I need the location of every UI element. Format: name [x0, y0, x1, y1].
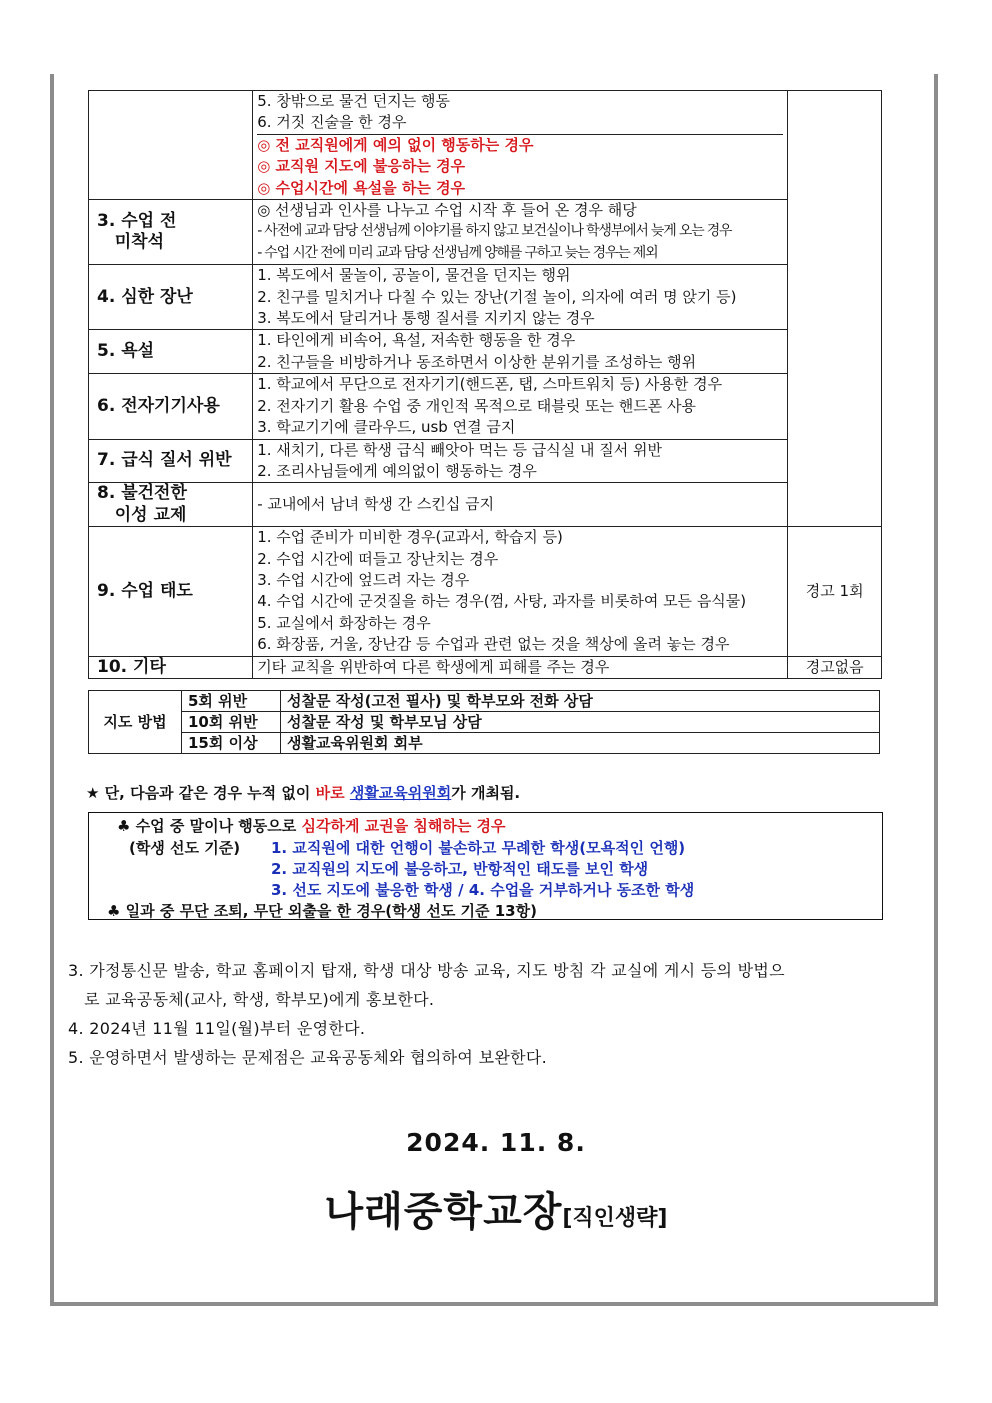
notice-line	[86, 782, 520, 803]
document-date: 2024. 11. 8.	[406, 1128, 586, 1157]
rule-items	[253, 200, 788, 265]
box-line-1: ♣ 수업 중 말이나 행동으로 심각하게 교권을 침해하는 경우	[117, 817, 506, 835]
rule-item: 3. 수업 시간에 엎드려 자는 경우	[257, 570, 470, 589]
rule-category	[89, 91, 253, 200]
rule-item: 4. 수업 시간에 군것질을 하는 경우(껌, 사탕, 과자를 비롯하여 모든 음식물)	[257, 592, 747, 611]
rule-item: 3. 학교기기에 클라우드, usb 연결 금지	[257, 418, 516, 437]
rules-row	[89, 439, 882, 483]
guidance-action: 생활교육위원회 회부	[281, 733, 880, 754]
guidance-count: 5회 위반	[182, 691, 281, 712]
rules-row	[89, 656, 882, 678]
rule-item: 2. 전자기기 활용 수업 중 개인적 목적으로 태블릿 또는 핸드폰 사용	[257, 396, 696, 415]
paragraph-5: 5. 운영하면서 발생하는 문제점은 교육공동체와 협의하여 보완한다.	[68, 1048, 547, 1067]
criteria-2: 2. 교직원의 지도에 불응하고, 반항적인 태도를 보인 학생	[271, 860, 649, 878]
guidance-count: 15회 이상	[182, 733, 281, 754]
rule-category: 8. 불건전한 이성 교제	[89, 483, 253, 527]
rule-items	[253, 374, 788, 439]
notice-red: 바로	[315, 784, 345, 802]
rules-row	[89, 374, 882, 439]
rule-item: ◎ 선생님과 인사를 나누고 수업 시작 후 들어 온 경우 해당	[257, 201, 637, 220]
rules-row	[89, 483, 882, 527]
rules-table	[88, 90, 882, 679]
signer-name: 나래중학교장	[324, 1189, 563, 1235]
rule-item: ◎ 교직원 지도에 불응하는 경우	[257, 157, 466, 176]
rules-row	[89, 200, 882, 265]
rule-item: 5. 창밖으로 물건 던지는 행동	[257, 92, 450, 110]
rule-item: 6. 화장품, 거울, 장난감 등 수업과 관련 없는 것을 책상에 올려 놓는 경우	[257, 635, 730, 654]
rule-category: 4. 심한 장난	[89, 265, 253, 330]
special-case-box	[88, 812, 883, 920]
rules-row	[89, 527, 882, 656]
guidance-header: 지도 방법	[89, 691, 182, 754]
rule-items	[253, 527, 788, 656]
guidance-table	[88, 690, 880, 754]
rule-items	[253, 91, 788, 200]
rule-item: 2. 친구를 밀치거나 다칠 수 있는 장난(기절 놀이, 의자에 여러 명 앉기 등)	[257, 287, 737, 306]
rule-category: 3. 수업 전 미착석	[89, 200, 253, 265]
rule-category: 6. 전자기기사용	[89, 374, 253, 439]
rule-item: ◎ 수업시간에 욕설을 하는 경우	[257, 178, 466, 197]
guidance-count: 10회 위반	[182, 712, 281, 733]
paragraph-4: 4. 2024년 11월 11일(월)부터 운영한다.	[68, 1019, 366, 1038]
rules-row	[89, 265, 882, 330]
rule-category: 7. 급식 질서 위반	[89, 439, 253, 483]
rule-items	[253, 483, 788, 527]
rule-penalty: 경고없음	[788, 656, 882, 678]
rule-item: 2. 수업 시간에 떠들고 장난치는 경우	[257, 549, 499, 568]
guidance-action: 성찰문 작성(고전 필사) 및 학부모와 전화 상담	[281, 691, 880, 712]
notice-suffix: 가 개최됨.	[451, 784, 521, 802]
rule-item: ◎ 전 교직원에게 예의 없이 행동하는 경우	[257, 135, 534, 154]
box-line-last: ♣ 일과 중 무단 조퇴, 무단 외출을 한 경우(학생 선도 기준 13항)	[107, 902, 537, 920]
rule-item: 2. 친구들을 비방하거나 동조하면서 이상한 분위기를 조성하는 행위	[257, 352, 697, 371]
rule-item: 5. 교실에서 화장하는 경우	[257, 613, 431, 632]
rule-item: 1. 복도에서 물놀이, 공놀이, 물건을 던지는 행위	[257, 266, 571, 285]
rule-item: - 교내에서 남녀 학생 간 스킨십 금지	[257, 495, 495, 514]
rule-item: - 사전에 교과 담당 선생님께 이야기를 하지 않고 보건실이나 학생부에서 늦게 오는 경우	[257, 223, 732, 240]
seal-note: [직인생략]	[562, 1206, 668, 1231]
rule-item: 6. 거짓 진술을 한 경우	[257, 112, 783, 134]
rule-items	[253, 439, 788, 483]
rule-category: 5. 욕설	[89, 330, 253, 374]
rule-item: 1. 타인에게 비속어, 욕설, 저속한 행동을 한 경우	[257, 331, 576, 350]
rule-penalty: 경고 1회	[788, 527, 882, 656]
rule-item: 기타 교칙을 위반하여 다른 학생에게 피해를 주는 경우	[257, 657, 610, 676]
rule-item: 2. 조리사님들에게 예의없이 행동하는 경우	[257, 461, 537, 480]
criteria-1: 1. 교직원에 대한 언행이 불손하고 무례한 학생(모욕적인 언행)	[271, 839, 686, 857]
rules-row	[89, 330, 882, 374]
rules-row	[89, 91, 882, 200]
guidance-action: 성찰문 작성 및 학부모님 상담	[281, 712, 880, 733]
rule-item: 1. 학교에서 무단으로 전자기기(핸드폰, 탭, 스마트워치 등) 사용한 경우	[257, 375, 723, 394]
rule-item: 3. 복도에서 달리거나 통행 질서를 지키지 않는 경우	[257, 309, 595, 328]
paragraph-3a: 3. 가정통신문 발송, 학교 홈페이지 탑재, 학생 대상 방송 교육, 지도 방침 각 교실에 게시 등의 방법으	[68, 961, 785, 980]
rule-items	[253, 656, 788, 678]
rule-category: 9. 수업 태도	[89, 527, 253, 656]
rule-item: 1. 수업 준비가 미비한 경우(교과서, 학습지 등)	[257, 528, 563, 547]
rule-category: 10. 기타	[89, 656, 253, 678]
rule-items	[253, 265, 788, 330]
signature-line	[0, 1180, 992, 1237]
rule-items	[253, 330, 788, 374]
notice-link[interactable]: 생활교육위원회	[349, 784, 452, 802]
rule-item: - 수업 시간 전에 미리 교과 담당 선생님께 양해를 구하고 늦는 경우는 제외	[257, 244, 658, 261]
paragraph-3b: 로 교육공동체(교사, 학생, 학부모)에게 홍보한다.	[68, 990, 435, 1009]
criteria-3: 3. 선도 지도에 불응한 학생 / 4. 수업을 거부하거나 동조한 학생	[271, 881, 695, 899]
rule-item: 1. 새치기, 다른 학생 급식 빼앗아 먹는 등 급식실 내 질서 위반	[257, 440, 662, 459]
criteria-label: (학생 선도 기준)	[129, 839, 241, 857]
notice-prefix: ★ 단, 다음과 같은 경우 누적 없이	[86, 784, 316, 802]
rule-penalty	[788, 91, 882, 527]
